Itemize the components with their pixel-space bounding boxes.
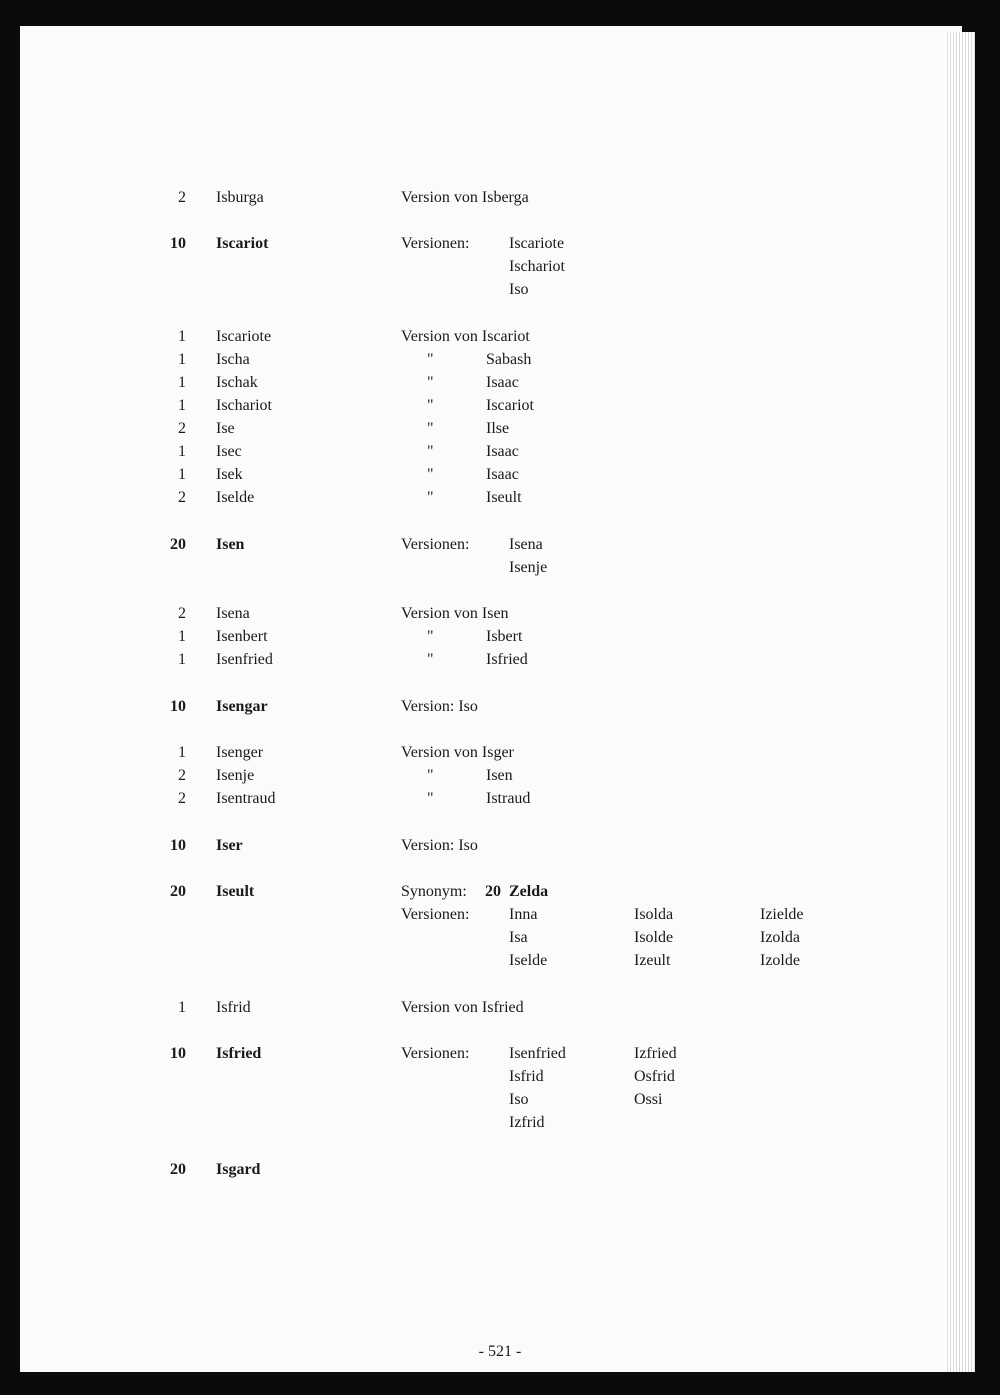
ditto-mark: " — [427, 466, 434, 483]
entry-description: Version: Iso — [401, 698, 478, 715]
entry-name: Iser — [216, 837, 243, 854]
entry-name: Isfried — [216, 1045, 262, 1062]
entry-reference: Isaac — [486, 374, 519, 391]
entry-name: Iselde — [216, 489, 255, 506]
version-name: Isena — [509, 536, 543, 553]
entry-name: Isen — [216, 536, 245, 553]
entry-reference: Isbert — [486, 628, 523, 645]
entry-description: Version von Isfried — [401, 999, 524, 1016]
entry-frequency: 1 — [178, 744, 186, 761]
version-name: Isenje — [509, 559, 548, 576]
entry-name: Iscariot — [216, 235, 269, 252]
entry-frequency: 20 — [170, 536, 186, 553]
version-name: Izeult — [634, 952, 671, 969]
version-name: Ossi — [634, 1091, 663, 1108]
version-name: Osfrid — [634, 1068, 675, 1085]
version-name: Izfrid — [509, 1114, 545, 1131]
entry-reference: Isfried — [486, 651, 528, 668]
entry-name: Isgard — [216, 1161, 261, 1178]
entry-frequency: 1 — [178, 328, 186, 345]
versions-label: Versionen: — [401, 1045, 470, 1062]
version-name: Inna — [509, 906, 538, 923]
entry-name: Isenbert — [216, 628, 268, 645]
entry-name: Isenger — [216, 744, 264, 761]
entry-name: Iseult — [216, 883, 255, 900]
entry-name: Isec — [216, 443, 242, 460]
page-number: - 521 - — [478, 1343, 522, 1360]
entry-name: Iscariote — [216, 328, 272, 345]
entry-frequency: 2 — [178, 489, 186, 506]
entry-description: Version von Isger — [401, 744, 514, 761]
entry-description: Version: Iso — [401, 837, 478, 854]
entry-name: Isenje — [216, 767, 255, 784]
entry-name: Ischariot — [216, 397, 272, 414]
ditto-mark: " — [427, 767, 434, 784]
ditto-mark: " — [427, 351, 434, 368]
versions-label: Versionen: — [401, 906, 470, 923]
version-name: Izielde — [760, 906, 804, 923]
entry-frequency: 20 — [170, 1161, 186, 1178]
entry-name: Ischak — [216, 374, 258, 391]
entry-frequency: 1 — [178, 351, 186, 368]
entry-frequency: 2 — [178, 790, 186, 807]
version-name: Iselde — [509, 952, 548, 969]
entry-reference: Sabash — [486, 351, 532, 368]
entry-frequency: 1 — [178, 628, 186, 645]
entry-name: Isentraud — [216, 790, 276, 807]
entry-frequency: 20 — [170, 883, 186, 900]
version-name: Iso — [509, 1091, 529, 1108]
entry-reference: Istraud — [486, 790, 531, 807]
entry-reference: Iseult — [486, 489, 522, 506]
entry-frequency: 1 — [178, 397, 186, 414]
entry-description: Version von Iscariot — [401, 328, 530, 345]
ditto-mark: " — [427, 420, 434, 437]
entry-frequency: 10 — [170, 698, 186, 715]
entry-reference: Iscariot — [486, 397, 534, 414]
synonym-label: Synonym: — [401, 883, 467, 900]
entry-name: Isfrid — [216, 999, 251, 1016]
page-fore-edge — [945, 32, 975, 1372]
ditto-mark: " — [427, 397, 434, 414]
entry-frequency: 10 — [170, 235, 186, 252]
ditto-mark: " — [427, 651, 434, 668]
ditto-mark: " — [427, 628, 434, 645]
entry-frequency: 10 — [170, 1045, 186, 1062]
ditto-mark: " — [427, 489, 434, 506]
ditto-mark: " — [427, 443, 434, 460]
entry-name: Ischa — [216, 351, 250, 368]
entry-name: Isena — [216, 605, 250, 622]
entry-frequency: 2 — [178, 605, 186, 622]
version-name: Izolde — [760, 952, 800, 969]
entry-name: Isburga — [216, 189, 264, 206]
version-name: Iso — [509, 281, 529, 298]
entry-description: Version von Isen — [401, 605, 509, 622]
ditto-mark: " — [427, 374, 434, 391]
entry-name: Isek — [216, 466, 243, 483]
entry-reference: Isen — [486, 767, 513, 784]
version-name: Isenfried — [509, 1045, 566, 1062]
version-name: Isolda — [634, 906, 674, 923]
versions-label: Versionen: — [401, 235, 470, 252]
ditto-mark: " — [427, 790, 434, 807]
entry-frequency: 2 — [178, 767, 186, 784]
entry-reference: Isaac — [486, 443, 519, 460]
version-name: Izfried — [634, 1045, 677, 1062]
version-name: Izolda — [760, 929, 800, 946]
synonym-frequency: 20 — [485, 883, 501, 900]
entry-frequency: 2 — [178, 420, 186, 437]
entry-frequency: 1 — [178, 466, 186, 483]
entry-name: Ise — [216, 420, 235, 437]
entry-frequency: 2 — [178, 189, 186, 206]
entry-name: Isenfried — [216, 651, 273, 668]
entry-frequency: 1 — [178, 651, 186, 668]
version-name: Isfrid — [509, 1068, 544, 1085]
version-name: Ischariot — [509, 258, 565, 275]
entry-reference: Ilse — [486, 420, 510, 437]
entry-frequency: 10 — [170, 837, 186, 854]
versions-label: Versionen: — [401, 536, 470, 553]
entry-frequency: 1 — [178, 999, 186, 1016]
entry-reference: Isaac — [486, 466, 519, 483]
entry-frequency: 1 — [178, 443, 186, 460]
version-name: Isolde — [634, 929, 674, 946]
entry-description: Version von Isberga — [401, 189, 529, 206]
entry-frequency: 1 — [178, 374, 186, 391]
version-name: Iscariote — [509, 235, 565, 252]
entry-name: Isengar — [216, 698, 268, 715]
version-name: Isa — [509, 929, 528, 946]
synonym-name: Zelda — [509, 883, 549, 900]
